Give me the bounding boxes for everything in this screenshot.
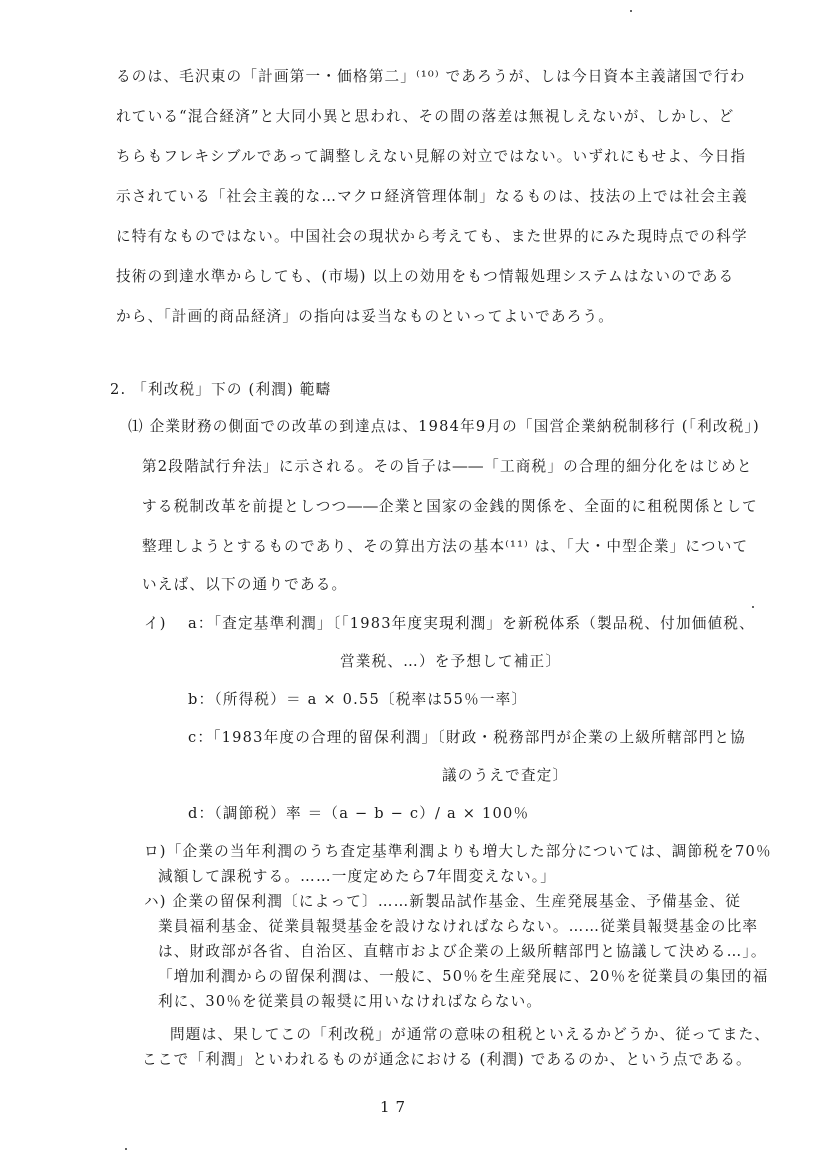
formula-line: a：「査定基準利潤」〔「1983年度実現利潤」を新税体系（製品税、付加価値税、 [188,615,755,632]
formula-line: 営業税、…）を予想して補正〕 [340,653,562,670]
text-line: ここで「利潤」といわれるものが通念における (利潤) であるのか、という点である。 [142,1051,752,1068]
formula-line: d：（調節税）率 ＝（a − b − c）/ a × 100％ [188,805,530,822]
text-line: ちらもフレキシブルであって調整しえない見解の対立ではない。いずれにもせよ、今日指 [116,148,747,165]
text-line: から、「計画的商品経済」の指向は妥当なものといってよいであろう。 [116,308,615,325]
text-line: 「増加利潤からの留保利潤は、一般に、50％を生産発展に、20％を従業員の集団的福 [158,968,769,985]
text-line: るのは、毛沢東の「計画第一・価格第二」⁽¹⁰⁾ であろうが、しは今日資本主義諸国で行わ [116,68,746,85]
formula-line: 議のうえで査定〕 [442,767,569,784]
text-line: 問題は、果してこの「利改税」が通常の意味の租税といえるかどうか、従ってまた、 [170,1026,771,1043]
text-line: ハ) 企業の留保利潤〔によって〕……新製品試作基金、生産発展基金、予備基金、従 [144,893,742,910]
text-line: 整理しようとするものであり、その算出方法の基本⁽¹¹⁾ は、「大・中型企業」について [142,538,749,555]
scan-speck [125,1148,127,1150]
text-line: ⑴ 企業財務の側面での改革の到達点は、1984年9月の「国営企業納税制移行 (「利改税」) [128,418,760,435]
text-line: する税制改革を前提としつつ――企業と国家の金銭的関係を、全面的に租税関係として [142,498,758,515]
text-line: 示されている「社会主義的な…マクロ経済管理体制」なるものは、技法の上では社会主義 [116,188,748,205]
scan-speck [752,606,754,608]
page-number: 17 [380,1098,412,1116]
text-line: 業員福利基金、従業員報奨基金を設けなければならない。……従業員報奨基金の比率 [158,918,759,935]
text-line: 利に、30％を従業員の報奨に用いなければならない。 [158,993,543,1010]
text-line: は、財政部が各省、自治区、直轄市および企業の上級所轄部門と協議して決める…」。 [158,943,767,960]
text-line: 減額して課税する。……一度定めたら7年間変えない。」 [158,868,557,885]
text-line: いえば、以下の通りである。 [142,576,348,593]
text-line: 第2段階試行弁法」に示される。その旨子は――「工商税」の合理的細分化をはじめと [142,458,753,475]
scan-speck [630,10,632,12]
text-line: に特有なものではない。中国社会の現状から考えても、また世界的にみた現時点での科学 [116,228,748,245]
section-heading: 2. 「利改税」下の (利潤) 範疇 [110,381,332,398]
formula-line: c：「1983年度の合理的留保利潤」〔財政・税務部門が企業の上級所轄部門と協 [188,729,746,746]
list-marker: イ) [144,615,167,632]
formula-line: b：（所得税）＝ a × 0.55〔税率は55％一率〕 [188,691,528,708]
text-line: れている“混合経済”と大同小異と思われ、その間の落差は無視しえないが、しかし、ど [116,108,735,125]
text-line: ロ)「企業の当年利潤のうち査定基準利潤よりも増大した部分については、調節税を70％ [144,843,772,860]
text-line: 技術の到達水準からしても、(市場) 以上の効用をもつ情報処理システムはないのである [116,268,735,285]
